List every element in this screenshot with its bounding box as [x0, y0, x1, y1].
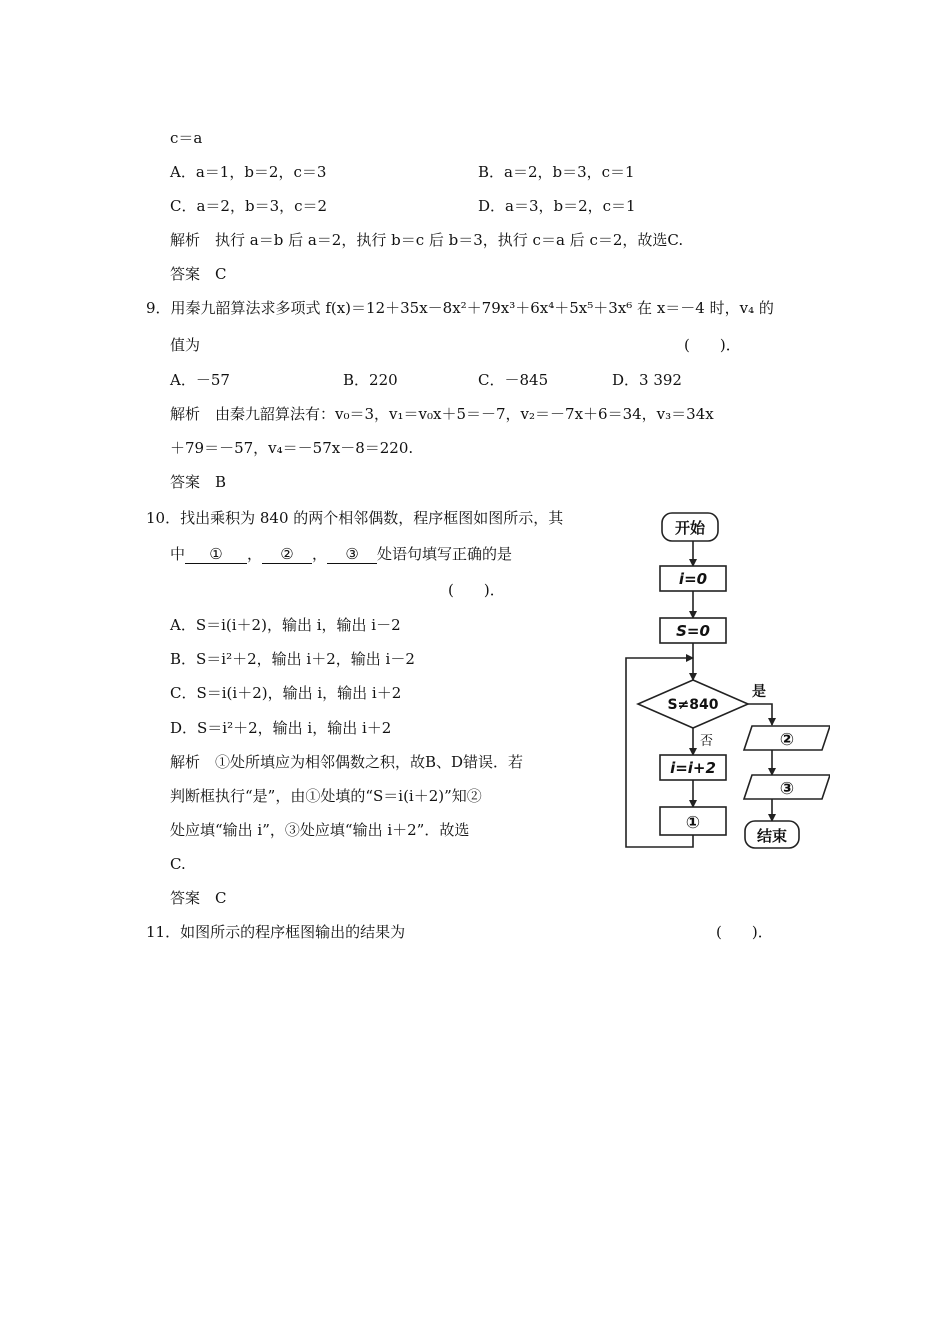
flow-condition-label: S≠840	[667, 697, 719, 713]
q10-analysis-line4: C.	[170, 855, 186, 873]
q8-answer: 答案 C	[170, 265, 227, 283]
q9-analysis-line2: ＋79＝－57，v₄＝－57x－8＝220.	[170, 439, 414, 457]
q8-analysis: 解析 执行 a＝b 后 a＝2，执行 b＝c 后 b＝3，执行 c＝a 后 c＝2，故选C.	[170, 231, 684, 249]
q9-analysis-line1: 解析 由秦九韶算法有：v₀＝3，v₁＝v₀x＋5＝－7，v₂＝－7x＋6＝34，v₃＝34x	[170, 405, 714, 423]
q10-answer: 答案 C	[170, 889, 227, 907]
q10-stem-prefix: 中	[170, 545, 186, 563]
q10-analysis-line2: 判断框执行“是”，由①处填的“S＝i(i＋2)”知②	[170, 787, 482, 805]
flow-no-label: 否	[700, 734, 714, 749]
q10-blank-2: ②	[262, 545, 312, 564]
flow-out2-label: ②	[779, 730, 795, 750]
q9-answer: 答案 B	[170, 473, 227, 491]
q10-stem-line2	[170, 544, 512, 564]
q8-option-d: D．a＝3，b＝2，c＝1	[478, 197, 636, 215]
q8-option-a: A．a＝1，b＝2，c＝3	[170, 163, 327, 181]
flow-increment-label: i=i+2	[670, 759, 716, 777]
q10-analysis-line3: 处应填“输出 i”，③处应填“输出 i＋2”．故选	[170, 821, 470, 839]
q8-option-b: B．a＝2，b＝3，c＝1	[478, 163, 635, 181]
flow-init-i-label: i=0	[678, 570, 708, 588]
q10-stem-line1: 10．找出乘积为 840 的两个相邻偶数，程序框图如图所示，其	[146, 509, 564, 527]
q9-option-b: B．220	[343, 371, 398, 389]
q8-option-c: C．a＝2，b＝3，c＝2	[170, 197, 328, 215]
q10-option-b: B．S＝i²＋2，输出 i＋2，输出 i－2	[170, 650, 415, 668]
q9-stem-line1: 9．用秦九韶算法求多项式 f(x)＝12＋35x－8x²＋79x³＋6x⁴＋5x⁵＋3x⁶ 在 x＝－4 时，v₄ 的	[146, 299, 774, 317]
connector-yes-branch	[748, 704, 772, 725]
q10-stem-suffix: 处语句填写正确的是	[377, 545, 513, 563]
q9-option-d: D．3 392	[612, 371, 682, 389]
q8-stem-tail: c＝a	[170, 129, 203, 147]
q10-option-a: A．S＝i(i＋2)，输出 i，输出 i－2	[170, 616, 401, 634]
flow-yes-label: 是	[752, 684, 766, 700]
q9-stem-line2: 值为	[170, 336, 201, 354]
q10-blank-1: ①	[185, 545, 247, 564]
q10-option-d: D．S＝i²＋2，输出 i，输出 i＋2	[170, 719, 392, 737]
q11-paren: ( )．	[716, 923, 773, 941]
flow-start-label: 开始	[674, 519, 706, 537]
flow-step1-label: ①	[685, 813, 701, 833]
q11-stem: 11．如图所示的程序框图输出的结果为	[146, 923, 406, 941]
q9-option-a: A．－57	[170, 371, 230, 389]
q10-separator-1: ，	[247, 545, 263, 563]
flow-out3-label: ③	[779, 779, 795, 799]
q10-blank-3: ③	[327, 545, 377, 564]
flow-init-s-label: S=0	[676, 622, 710, 640]
flow-end-label: 结束	[756, 827, 788, 845]
q9-paren: ( )．	[684, 336, 741, 354]
q9-option-c: C．－845	[478, 371, 549, 389]
q10-option-c: C．S＝i(i＋2)，输出 i，输出 i＋2	[170, 684, 402, 702]
q10-flowchart	[600, 505, 830, 860]
q10-paren: ( )．	[448, 581, 505, 599]
q10-separator-2: ，	[312, 545, 328, 563]
q10-analysis-line1: 解析 ①处所填应为相邻偶数之积，故B、D错误．若	[170, 753, 524, 771]
